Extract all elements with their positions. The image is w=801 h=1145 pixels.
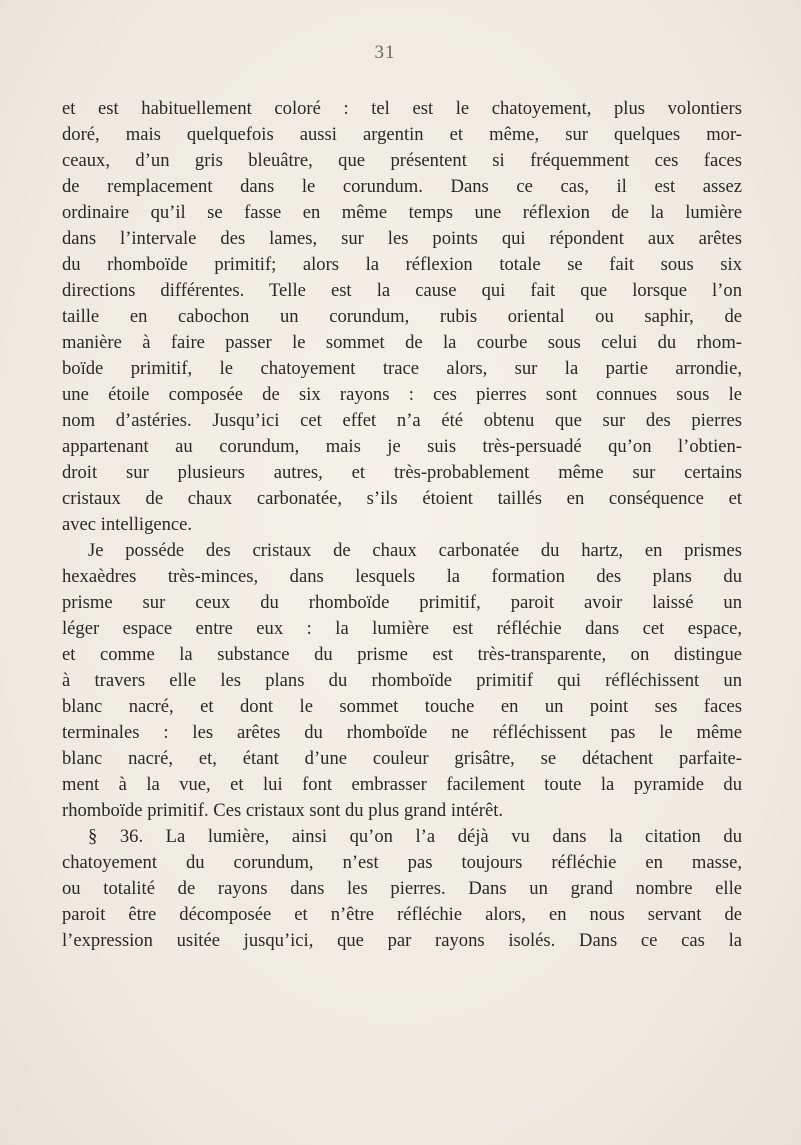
- text-line: boïde primitif, le chatoyement trace alors, sur la partie arrondie,: [62, 358, 742, 379]
- text-line: avec intelligence.: [62, 514, 193, 535]
- page-number: 31: [374, 42, 396, 63]
- text-line: hexaèdres très-minces, dans lesquels la formation des plans du: [62, 566, 742, 587]
- text-line: manière à faire passer le sommet de la courbe sous celui du rhom-: [62, 332, 742, 353]
- text-line: et est habituellement coloré : tel est le chatoyement, plus volontiers: [62, 98, 742, 119]
- text-line: léger espace entre eux : la lumière est réfléchie dans cet espace,: [62, 618, 742, 639]
- text-line: cristaux de chaux carbonatée, s’ils étoient taillés en conséquence et: [62, 488, 742, 509]
- text-line: chatoyement du corundum, n’est pas toujours réfléchie en masse,: [62, 852, 742, 873]
- text-line: du rhomboïde primitif; alors la réflexion totale se fait sous six: [62, 254, 742, 275]
- text-line: Je posséde des cristaux de chaux carbonatée du hartz, en prismes: [88, 540, 742, 561]
- text-line: ment à la vue, et lui font embrasser facilement toute la pyramide du: [62, 774, 742, 795]
- text-line: ou totalité de rayons dans les pierres. Dans un grand nombre elle: [62, 878, 742, 899]
- text-line: paroit être décomposée et n’être réfléchie alors, en nous servant de: [62, 904, 742, 925]
- body-text: [62, 96, 742, 954]
- text-line: terminales : les arêtes du rhomboïde ne réfléchissent pas le même: [62, 722, 742, 743]
- text-line: blanc nacré, et dont le sommet touche en un point ses faces: [62, 696, 742, 717]
- text-line: de remplacement dans le corundum. Dans ce cas, il est assez: [62, 176, 742, 197]
- text-line: appartenant au corundum, mais je suis très-persuadé qu’on l’obtien-: [62, 436, 742, 457]
- paragraph: [62, 538, 742, 824]
- paragraph: [62, 824, 742, 954]
- paragraph: [62, 96, 742, 538]
- text-line: à travers elle les plans du rhomboïde primitif qui réfléchissent un: [62, 670, 742, 691]
- text-line: une étoile composée de six rayons : ces pierres sont connues sous le: [62, 384, 742, 405]
- text-line: dans l’intervale des lames, sur les points qui répondent aux arêtes: [62, 228, 742, 249]
- text-line: doré, mais quelquefois aussi argentin et même, sur quelques mor-: [62, 124, 742, 145]
- text-line: prisme sur ceux du rhomboïde primitif, paroit avoir laissé un: [62, 592, 742, 613]
- text-line: directions différentes. Telle est la cause qui fait que lorsque l’on: [62, 280, 742, 301]
- text-line: taille en cabochon un corundum, rubis oriental ou saphir, de: [62, 306, 742, 327]
- text-line: l’expression usitée jusqu’ici, que par rayons isolés. Dans ce cas la: [62, 930, 742, 951]
- text-line: ordinaire qu’il se fasse en même temps une réflexion de la lumière: [62, 202, 742, 223]
- text-line: blanc nacré, et, étant d’une couleur grisâtre, se détachent parfaite-: [62, 748, 742, 769]
- text-line: droit sur plusieurs autres, et très-probablement même sur certains: [62, 462, 742, 483]
- text-line: rhomboïde primitif. Ces cristaux sont du plus grand intérêt.: [62, 800, 504, 821]
- text-line: § 36. La lumière, ainsi qu’on l’a déjà vu dans la citation du: [88, 826, 742, 847]
- text-line: ceaux, d’un gris bleuâtre, que présentent si fréquemment ces faces: [62, 150, 742, 171]
- text-line: et comme la substance du prisme est très-transparente, on distingue: [62, 644, 742, 665]
- text-line: nom d’astéries. Jusqu’ici cet effet n’a été obtenu que sur des pierres: [62, 410, 742, 431]
